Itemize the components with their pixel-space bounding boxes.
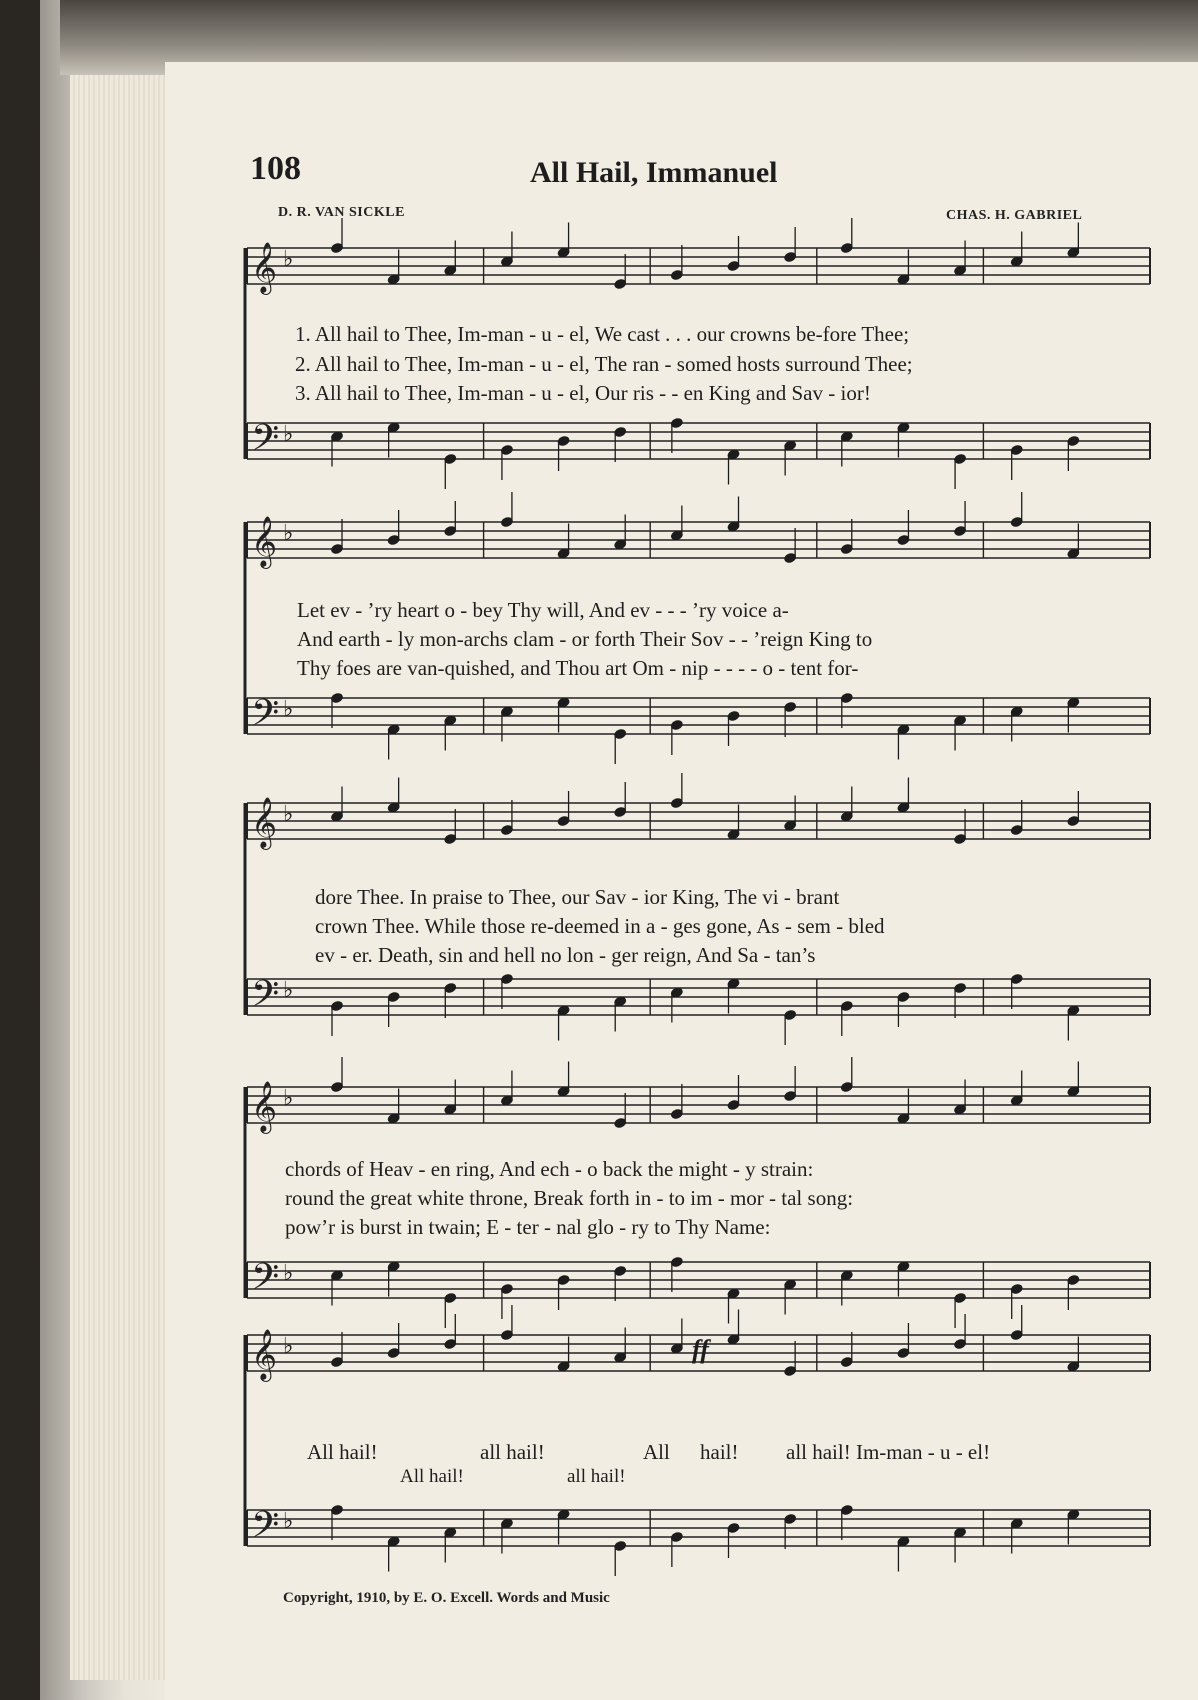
fortissimo-marking: ff bbox=[692, 1335, 709, 1364]
bass-clef: 𝄢 bbox=[251, 692, 280, 743]
lyricist-credit: D. R. VAN SICKLE bbox=[278, 205, 405, 220]
copyright-notice: Copyright, 1910, by E. O. Excell. Words and Music bbox=[283, 1590, 610, 1606]
chorus-lyric-4: hail! bbox=[700, 1440, 739, 1464]
hymn-title: All Hail, Immanuel bbox=[530, 156, 778, 189]
lyric-s4-v1: chords of Heav - en ring, And ech - o back the might - y strain: bbox=[285, 1157, 814, 1181]
treble-clef: 𝄞 bbox=[251, 1081, 278, 1132]
lyric-s1-v1: 1. All hail to Thee, Im-man - u - el, We cast . . . our crowns be-fore Thee; bbox=[295, 322, 910, 346]
key-signature-flat: ♭ bbox=[283, 1509, 294, 1534]
lyric-s3-v1: dore Thee. In praise to Thee, our Sav - ior King, The vi - brant bbox=[315, 885, 840, 909]
bass-clef: 𝄢 bbox=[251, 417, 280, 468]
chorus-lyric-5: all hail! Im-man - u - el! bbox=[786, 1440, 991, 1464]
composer-credit: CHAS. H. GABRIEL bbox=[946, 208, 1083, 223]
lyric-s2-v2: And earth - ly mon-archs clam - or forth Their Sov - - ’reign King to bbox=[297, 627, 873, 651]
treble-clef: 𝄞 bbox=[251, 797, 278, 848]
bass-clef: 𝄢 bbox=[251, 1504, 280, 1555]
bass-clef: 𝄢 bbox=[251, 973, 280, 1024]
key-signature-flat: ♭ bbox=[283, 978, 294, 1003]
hymn-number: 108 bbox=[250, 150, 301, 187]
key-signature-flat: ♭ bbox=[283, 422, 294, 447]
treble-clef: 𝄞 bbox=[251, 516, 278, 567]
lyric-s4-v2: round the great white throne, Break forth in - to im - mor - tal song: bbox=[285, 1186, 854, 1210]
lyric-s2-v1: Let ev - ’ry heart o - bey Thy will, And ev - - - ’ry voice a- bbox=[297, 598, 789, 622]
lyric-s3-v2: crown Thee. While those re-deemed in a - ges gone, As - sem - bled bbox=[315, 914, 885, 938]
key-signature-flat: ♭ bbox=[283, 1086, 294, 1111]
key-signature-flat: ♭ bbox=[283, 521, 294, 546]
chorus-lyric-3: All bbox=[643, 1440, 670, 1464]
lyric-s3-v3: ev - er. Death, sin and hell no lon - ger reign, And Sa - tan’s bbox=[315, 943, 816, 967]
chorus-lyric-2: all hail! bbox=[480, 1440, 545, 1464]
key-signature-flat: ♭ bbox=[283, 1261, 294, 1286]
lyric-s4-v3: pow’r is burst in twain; E - ter - nal glo - ry to Thy Name: bbox=[285, 1215, 771, 1239]
key-signature-flat: ♭ bbox=[283, 1334, 294, 1359]
key-signature-flat: ♭ bbox=[283, 247, 294, 272]
lyric-s1-v2: 2. All hail to Thee, Im-man - u - el, The ran - somed hosts surround Thee; bbox=[295, 352, 913, 376]
treble-clef: 𝄞 bbox=[251, 1329, 278, 1380]
chorus-lower-lyric-1: All hail! bbox=[400, 1466, 464, 1487]
chorus-lyric-1: All hail! bbox=[307, 1440, 378, 1464]
key-signature-flat: ♭ bbox=[283, 697, 294, 722]
lyric-s2-v3: Thy foes are van-quished, and Thou art Om - nip - - - - o - tent for- bbox=[297, 656, 859, 680]
lyric-s1-v3: 3. All hail to Thee, Im-man - u - el, Our ris - - en King and Sav - ior! bbox=[295, 381, 871, 405]
bass-clef: 𝄢 bbox=[251, 1256, 280, 1307]
key-signature-flat: ♭ bbox=[283, 802, 294, 827]
chorus-lower-lyric-2: all hail! bbox=[567, 1466, 626, 1487]
treble-clef: 𝄞 bbox=[251, 242, 278, 293]
